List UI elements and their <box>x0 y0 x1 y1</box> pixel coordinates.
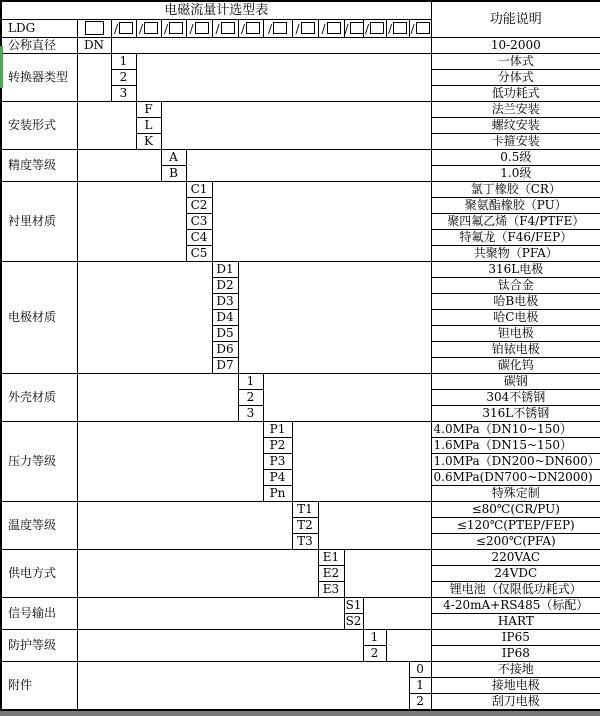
option-row <box>1 102 600 118</box>
slot-separator: / <box>364 21 370 36</box>
slot-separator: / <box>344 21 349 36</box>
code-cell: S2 <box>345 614 362 629</box>
option-row <box>1 662 600 678</box>
slot-separator: / <box>321 21 326 36</box>
slot-separator: / <box>163 21 169 36</box>
checkbox-placeholder-icon <box>169 22 183 34</box>
empty-cell <box>111 38 431 54</box>
code-cell: P3 <box>263 454 292 470</box>
code-cell: 1 <box>238 374 263 390</box>
model-digit-slot <box>161 20 186 38</box>
function-description-cell: 0.6MPa(DN700~DN2000) <box>431 470 600 486</box>
category-cell: 衬里材质 <box>1 182 77 262</box>
page-title: 电磁流量计选型表 <box>1 1 431 20</box>
function-description-cell: 316L电极 <box>431 262 600 278</box>
model-digit-slot <box>136 20 161 38</box>
checkbox-placeholder-icon <box>195 22 209 34</box>
function-description-cell: 卡箍安装 <box>431 134 600 150</box>
function-description-cell: 1.6MPa（DN15~150） <box>431 438 600 454</box>
function-description-cell: 不接地 <box>431 662 600 678</box>
code-cell: D5 <box>212 326 238 342</box>
checkbox-placeholder-icon <box>370 22 384 34</box>
code-cell: T2 <box>292 518 318 534</box>
slot-separator: / <box>267 21 273 36</box>
category-cell: 转换器类型 <box>1 54 77 102</box>
function-description-cell: 锂电池（仅限低功耗式） <box>431 582 600 598</box>
code-cell: T1 <box>292 502 318 518</box>
model-box-cell <box>77 20 111 38</box>
empty-cell <box>77 54 111 102</box>
checkbox-placeholder-icon <box>301 22 315 34</box>
code-cell: 2 <box>409 694 431 711</box>
code-cell: C3 <box>186 214 212 230</box>
code-cell: F <box>136 102 161 118</box>
category-cell: 防护等级 <box>1 630 77 662</box>
category-cell: 精度等级 <box>1 150 77 182</box>
code-cell: P4 <box>263 470 292 486</box>
slot-separator: / <box>138 21 144 36</box>
function-description-cell: 钽电极 <box>431 326 600 342</box>
category-cell: 压力等级 <box>1 422 77 502</box>
model-digit-slot <box>186 20 212 38</box>
model-digit-slot <box>111 20 136 38</box>
option-row <box>1 502 600 518</box>
function-description-cell: 氯丁橡胶（CR） <box>431 182 600 198</box>
checkbox-placeholder-icon <box>393 22 407 34</box>
empty-cell <box>77 374 238 422</box>
code-cell: 0 <box>409 662 431 678</box>
empty-cell <box>77 102 136 150</box>
model-prefix: LDG <box>1 20 77 38</box>
slot-separator: / <box>189 21 194 36</box>
function-description-cell: IP68 <box>431 646 600 662</box>
code-cell: E3 <box>318 582 344 598</box>
empty-cell <box>186 150 431 182</box>
code-cell: 1 <box>409 678 431 694</box>
code-cell: C5 <box>186 246 212 262</box>
empty-cell <box>318 502 431 550</box>
function-description-cell: 1.0MPa（DN200~DN600） <box>431 454 600 470</box>
checkbox-placeholder-icon <box>273 22 287 34</box>
empty-cell <box>363 598 431 630</box>
category-cell: 供电方式 <box>1 550 77 598</box>
empty-cell <box>77 662 409 711</box>
function-description-cell: 螺纹安装 <box>431 118 600 134</box>
model-digit-slot <box>386 20 409 38</box>
code-cell: E1 <box>318 550 344 566</box>
function-description-cell: 法兰安装 <box>431 102 600 118</box>
code-cell: A <box>161 150 186 166</box>
empty-cell <box>161 102 431 150</box>
code-cell: P1 <box>263 422 292 438</box>
function-description-cell: 刮刀电极 <box>431 694 600 711</box>
option-row <box>1 598 600 614</box>
checkbox-placeholder-icon <box>416 22 430 34</box>
function-description-cell: 4-20mA+RS485（标配） <box>431 598 600 614</box>
function-description-cell: ≤120℃(PTEP/FEP) <box>431 518 600 534</box>
code-cell: D4 <box>212 310 238 326</box>
function-description-cell: 220VAC <box>431 550 600 566</box>
code-cell: D2 <box>212 278 238 294</box>
slot-separator: / <box>387 21 393 36</box>
model-digit-slot <box>292 20 318 38</box>
code-cell: 3 <box>238 406 263 422</box>
option-row <box>1 150 600 166</box>
option-row <box>1 550 600 566</box>
model-digit-slot <box>263 20 292 38</box>
function-description-cell: IP65 <box>431 630 600 646</box>
bottom-edge-bar <box>0 711 600 716</box>
model-digit-slot <box>363 20 386 38</box>
function-description-cell: 聚四氟乙烯（F4/PTFE） <box>431 214 600 230</box>
empty-cell <box>77 182 186 262</box>
function-description-cell: 接地电极 <box>431 678 600 694</box>
code-cell: S1 <box>345 598 362 613</box>
empty-cell <box>344 550 431 598</box>
function-description-cell: 低功耗式 <box>431 86 600 102</box>
option-row <box>1 38 600 54</box>
slot-separator: / <box>240 21 246 36</box>
slot-separator: / <box>215 21 220 36</box>
function-description-cell: 共聚物（PFA） <box>431 246 600 262</box>
function-description-cell: 1.0级 <box>431 166 600 182</box>
category-cell: 安装形式 <box>1 102 77 150</box>
option-row <box>1 630 600 646</box>
slot-separator: / <box>295 21 300 36</box>
function-description-cell: 聚氨酯橡胶（PU） <box>431 198 600 214</box>
function-description-cell: 哈C电极 <box>431 310 600 326</box>
slot-separator: / <box>410 21 415 36</box>
code-cell: B <box>161 166 186 182</box>
code-cell: Pn <box>263 486 292 502</box>
code-cell: 3 <box>111 86 136 102</box>
model-digit-slot <box>344 20 363 38</box>
empty-cell <box>77 502 292 550</box>
code-cell: P2 <box>263 438 292 454</box>
model-digit-slot <box>409 20 431 38</box>
function-description-cell: 10-2000 <box>431 38 600 54</box>
model-digit-slot <box>212 20 238 38</box>
code-cell: C1 <box>186 182 212 198</box>
checkbox-placeholder-icon <box>144 22 158 34</box>
option-row <box>1 262 600 278</box>
checkbox-placeholder-icon <box>327 22 341 34</box>
code-cell: D7 <box>212 358 238 374</box>
code-cell: D6 <box>212 342 238 358</box>
empty-cell <box>77 630 363 662</box>
empty-cell <box>77 598 344 630</box>
function-description-cell: ≤200℃(PFA) <box>431 534 600 550</box>
code-cell: 1 <box>363 630 386 646</box>
empty-cell <box>263 374 431 422</box>
code-cell: 2 <box>363 646 386 662</box>
code-cell: L <box>136 118 161 134</box>
option-row <box>1 54 600 70</box>
category-cell: 附件 <box>1 662 77 711</box>
code-cell: C4 <box>186 230 212 246</box>
category-cell: 信号输出 <box>1 598 77 630</box>
empty-cell <box>292 422 431 502</box>
checkbox-placeholder-icon <box>221 22 235 34</box>
category-cell: 公称直径 <box>1 38 77 54</box>
function-description-cell: 碳钢 <box>431 374 600 390</box>
empty-cell <box>212 182 431 262</box>
left-edge-green-artifact <box>0 46 3 88</box>
function-description-cell: 分体式 <box>431 70 600 86</box>
checkbox-placeholder-icon <box>85 21 104 35</box>
option-row <box>1 182 600 198</box>
function-column-header: 功能说明 <box>431 1 600 38</box>
checkbox-placeholder-icon <box>246 22 260 34</box>
title-row <box>1 1 600 20</box>
function-description-cell: 4.0MPa（DN10~150） <box>431 422 600 438</box>
option-row <box>1 374 600 390</box>
model-digit-slot <box>318 20 344 38</box>
checkbox-placeholder-icon <box>119 22 133 34</box>
code-cell: 2 <box>238 390 263 406</box>
category-cell: 外壳材质 <box>1 374 77 422</box>
function-description-cell: HART <box>431 614 600 630</box>
code-cell: DN <box>77 38 111 54</box>
function-description-cell: 316L不锈钢 <box>431 406 600 422</box>
category-cell: 温度等级 <box>1 502 77 550</box>
empty-cell <box>136 54 431 102</box>
checkbox-placeholder-icon <box>350 22 363 34</box>
category-cell: 电极材质 <box>1 262 77 374</box>
function-description-cell: 24VDC <box>431 566 600 582</box>
function-description-cell: 一体式 <box>431 54 600 70</box>
code-cell: D1 <box>212 262 238 278</box>
option-row <box>1 422 600 438</box>
function-description-cell: 哈B电极 <box>431 294 600 310</box>
code-cell: K <box>136 134 161 150</box>
function-description-cell: 铂铱电极 <box>431 342 600 358</box>
function-description-cell: 特殊定制 <box>431 486 600 502</box>
function-description-cell: 304不锈钢 <box>431 390 600 406</box>
code-cell: E2 <box>318 566 344 582</box>
code-cell: D3 <box>212 294 238 310</box>
slot-separator: / <box>113 21 119 36</box>
empty-cell <box>77 150 161 182</box>
function-description-cell: 钛合金 <box>431 278 600 294</box>
function-description-cell: 特氟龙（F46/FEP） <box>431 230 600 246</box>
code-cell: T3 <box>292 534 318 550</box>
empty-cell <box>77 262 212 374</box>
model-digit-slot <box>238 20 263 38</box>
function-description-cell: 0.5级 <box>431 150 600 166</box>
empty-cell <box>238 262 431 374</box>
function-description-cell: 碳化钨 <box>431 358 600 374</box>
empty-cell <box>77 422 263 502</box>
function-description-cell: ≤80℃(CR/PU) <box>431 502 600 518</box>
code-cell: C2 <box>186 198 212 214</box>
code-cell: 2 <box>111 70 136 86</box>
empty-cell <box>386 630 431 662</box>
empty-cell <box>77 550 318 598</box>
code-cell: 1 <box>111 54 136 70</box>
